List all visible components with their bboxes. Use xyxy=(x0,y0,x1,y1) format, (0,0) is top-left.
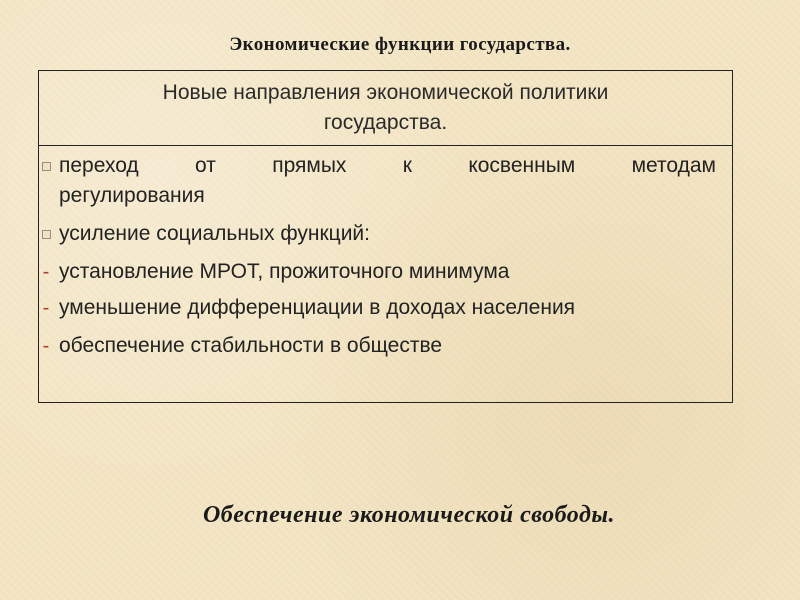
list-item-word: от xyxy=(195,154,216,177)
slide-subtitle: Обеспечение экономической свободы. xyxy=(202,502,616,528)
list-item-text: установление МРОТ, прожиточного минимума xyxy=(59,260,510,283)
square-bullet-icon xyxy=(39,219,53,249)
dash-bullet-icon: - xyxy=(42,261,50,283)
list-item-text-line1 xyxy=(59,151,716,181)
list-item-word: к xyxy=(402,154,412,177)
list-item-text: усиление социальных функций: xyxy=(59,222,370,245)
list-item-text: уменьшение дифференциации в доходах населения xyxy=(59,296,576,319)
square-bullet-icon xyxy=(39,151,53,181)
list-item-word: переход xyxy=(59,154,139,177)
slide-title: Экономические функции государства. xyxy=(229,34,571,55)
dash-bullet-icon: - xyxy=(42,297,50,319)
list-item-word: прямых xyxy=(272,154,347,177)
policy-box xyxy=(38,70,733,403)
list-item-word: методам xyxy=(631,154,716,177)
dash-bullet-icon: - xyxy=(42,335,50,357)
list-item-word: косвенным xyxy=(468,154,576,177)
list-item-text: обеспечение стабильности в обществе xyxy=(59,334,443,357)
list-item-text-line2: регулирования xyxy=(59,184,205,207)
box-header: Новые направления экономической политики государства. xyxy=(39,71,732,146)
